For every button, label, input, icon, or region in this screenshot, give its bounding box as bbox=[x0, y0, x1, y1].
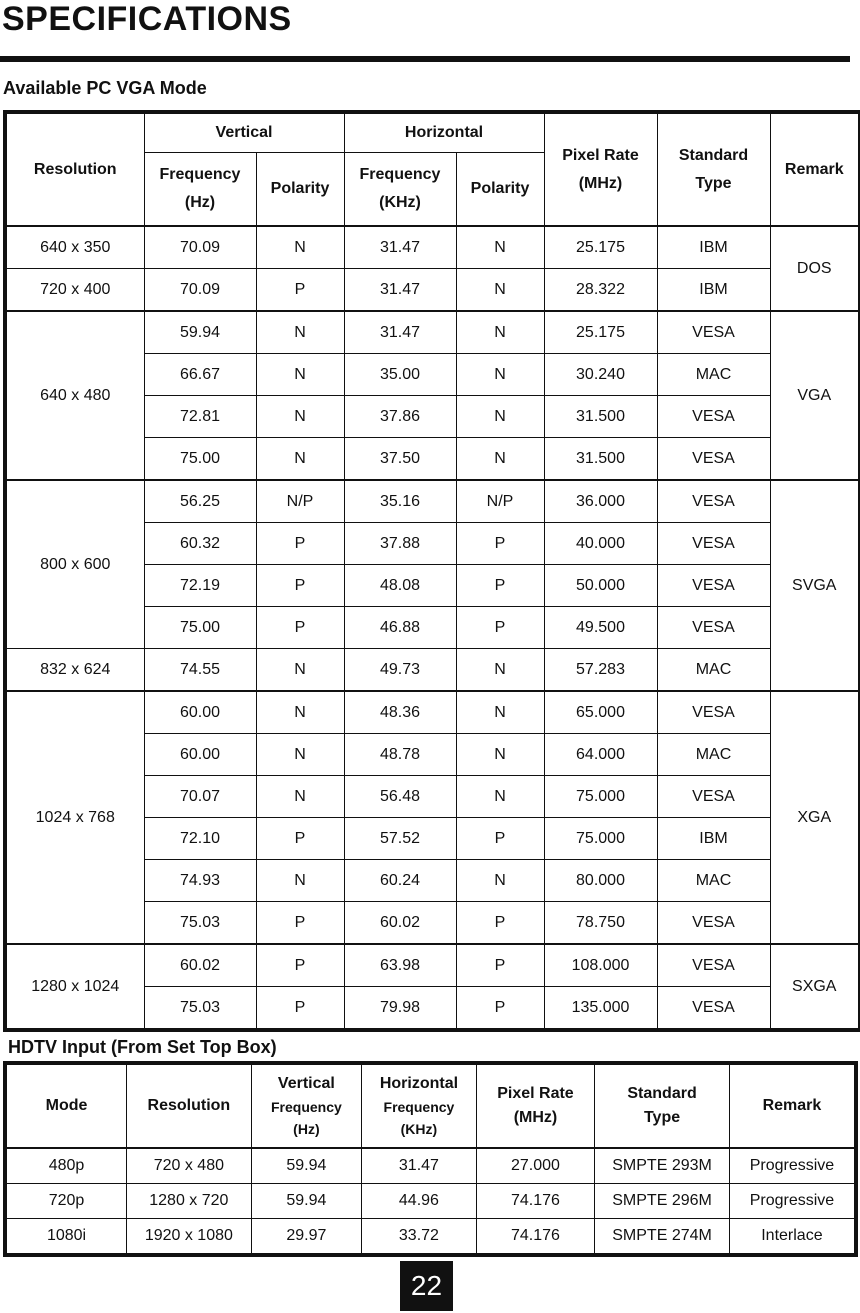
cell-pixel-rate: 75.000 bbox=[544, 776, 657, 818]
table-row bbox=[5, 1219, 856, 1256]
cell-v-frequency: 59.94 bbox=[144, 311, 256, 354]
cell-v-polarity: N bbox=[256, 860, 344, 902]
cell-v-polarity: N bbox=[256, 311, 344, 354]
cell-standard: SMPTE 274M bbox=[595, 1219, 730, 1256]
cell-pixel-rate: 31.500 bbox=[544, 438, 657, 481]
cell-h-frequency: 49.73 bbox=[344, 649, 456, 692]
cell-h-polarity: N/P bbox=[456, 480, 544, 523]
cell-v-polarity: P bbox=[256, 987, 344, 1031]
vga-section-title: Available PC VGA Mode bbox=[3, 78, 207, 98]
cell-v-frequency: 59.94 bbox=[251, 1148, 362, 1184]
cell-h-polarity: P bbox=[456, 902, 544, 945]
cell-remark: DOS bbox=[770, 226, 860, 311]
cell-pixel-rate: 108.000 bbox=[544, 944, 657, 987]
header-horizontal-frequency: Horizontal Frequency (KHz) bbox=[362, 1063, 477, 1148]
table-row bbox=[5, 269, 860, 312]
cell-v-frequency: 59.94 bbox=[251, 1184, 362, 1219]
cell-resolution: 640 x 350 bbox=[5, 226, 144, 269]
cell-h-frequency: 35.00 bbox=[344, 354, 456, 396]
cell-standard: SMPTE 293M bbox=[595, 1148, 730, 1184]
table-row bbox=[5, 1148, 856, 1184]
cell-mode: 1080i bbox=[5, 1219, 127, 1256]
cell-v-frequency: 75.00 bbox=[144, 607, 256, 649]
cell-h-frequency: 63.98 bbox=[344, 944, 456, 987]
cell-h-polarity: P bbox=[456, 944, 544, 987]
cell-h-polarity: P bbox=[456, 523, 544, 565]
header-h-polarity: Polarity bbox=[456, 153, 544, 227]
cell-standard: VESA bbox=[657, 902, 770, 945]
cell-h-polarity: N bbox=[456, 354, 544, 396]
cell-v-frequency: 70.07 bbox=[144, 776, 256, 818]
cell-remark: Progressive bbox=[729, 1184, 856, 1219]
cell-standard: MAC bbox=[657, 860, 770, 902]
cell-v-frequency: 60.00 bbox=[144, 691, 256, 734]
cell-h-frequency: 37.86 bbox=[344, 396, 456, 438]
header-pixel-rate: Pixel Rate (MHz) bbox=[544, 112, 657, 226]
cell-v-polarity: P bbox=[256, 523, 344, 565]
cell-h-polarity: N bbox=[456, 311, 544, 354]
cell-v-frequency: 60.32 bbox=[144, 523, 256, 565]
cell-h-frequency: 79.98 bbox=[344, 987, 456, 1031]
cell-pixel-rate: 57.283 bbox=[544, 649, 657, 692]
cell-pixel-rate: 80.000 bbox=[544, 860, 657, 902]
cell-pixel-rate: 75.000 bbox=[544, 818, 657, 860]
cell-resolution: 640 x 480 bbox=[5, 311, 144, 480]
cell-h-frequency: 37.50 bbox=[344, 438, 456, 481]
cell-v-polarity: N bbox=[256, 776, 344, 818]
header-remark: Remark bbox=[729, 1063, 856, 1148]
cell-standard: IBM bbox=[657, 269, 770, 312]
header-v-frequency: Frequency (Hz) bbox=[144, 153, 256, 227]
cell-standard: IBM bbox=[657, 226, 770, 269]
cell-standard: MAC bbox=[657, 354, 770, 396]
cell-v-polarity: N bbox=[256, 396, 344, 438]
header-v-polarity: Polarity bbox=[256, 153, 344, 227]
cell-h-frequency: 37.88 bbox=[344, 523, 456, 565]
page-number: 22 bbox=[400, 1261, 453, 1311]
cell-v-polarity: P bbox=[256, 944, 344, 987]
cell-pixel-rate: 25.175 bbox=[544, 311, 657, 354]
table-row bbox=[5, 311, 860, 354]
cell-remark: XGA bbox=[770, 691, 860, 944]
cell-v-polarity: P bbox=[256, 565, 344, 607]
header-remark: Remark bbox=[770, 112, 860, 226]
cell-v-frequency: 29.97 bbox=[251, 1219, 362, 1256]
table-row bbox=[5, 480, 860, 523]
cell-pixel-rate: 25.175 bbox=[544, 226, 657, 269]
cell-v-polarity: N bbox=[256, 649, 344, 692]
cell-v-frequency: 66.67 bbox=[144, 354, 256, 396]
cell-h-frequency: 35.16 bbox=[344, 480, 456, 523]
cell-v-frequency: 72.10 bbox=[144, 818, 256, 860]
cell-resolution: 1024 x 768 bbox=[5, 691, 144, 944]
table-row bbox=[5, 944, 860, 987]
cell-standard: VESA bbox=[657, 523, 770, 565]
cell-pixel-rate: 78.750 bbox=[544, 902, 657, 945]
cell-standard: VESA bbox=[657, 480, 770, 523]
cell-pixel-rate: 27.000 bbox=[476, 1148, 595, 1184]
table-row bbox=[5, 649, 860, 692]
cell-resolution: 720 x 400 bbox=[5, 269, 144, 312]
cell-remark: Interlace bbox=[729, 1219, 856, 1256]
cell-standard: VESA bbox=[657, 944, 770, 987]
cell-h-polarity: P bbox=[456, 607, 544, 649]
cell-v-frequency: 60.00 bbox=[144, 734, 256, 776]
cell-standard: VESA bbox=[657, 691, 770, 734]
cell-standard: VESA bbox=[657, 311, 770, 354]
cell-h-frequency: 48.78 bbox=[344, 734, 456, 776]
title-divider bbox=[0, 56, 850, 62]
cell-pixel-rate: 31.500 bbox=[544, 396, 657, 438]
cell-standard: VESA bbox=[657, 565, 770, 607]
cell-standard: SMPTE 296M bbox=[595, 1184, 730, 1219]
cell-standard: IBM bbox=[657, 818, 770, 860]
cell-v-polarity: P bbox=[256, 269, 344, 312]
header-resolution: Resolution bbox=[5, 112, 144, 226]
cell-remark: SXGA bbox=[770, 944, 860, 1030]
cell-v-polarity: N bbox=[256, 691, 344, 734]
cell-remark: VGA bbox=[770, 311, 860, 480]
cell-h-polarity: N bbox=[456, 396, 544, 438]
cell-standard: MAC bbox=[657, 649, 770, 692]
cell-pixel-rate: 30.240 bbox=[544, 354, 657, 396]
cell-pixel-rate: 50.000 bbox=[544, 565, 657, 607]
table-row bbox=[5, 691, 860, 734]
cell-h-frequency: 60.02 bbox=[344, 902, 456, 945]
cell-pixel-rate: 74.176 bbox=[476, 1219, 595, 1256]
header-pixel-rate: Pixel Rate (MHz) bbox=[476, 1063, 595, 1148]
header-h-frequency: Frequency (KHz) bbox=[344, 153, 456, 227]
cell-v-frequency: 72.19 bbox=[144, 565, 256, 607]
table-row bbox=[5, 226, 860, 269]
cell-standard: MAC bbox=[657, 734, 770, 776]
cell-h-frequency: 33.72 bbox=[362, 1219, 477, 1256]
cell-h-polarity: N bbox=[456, 649, 544, 692]
cell-resolution: 1280 x 720 bbox=[127, 1184, 252, 1219]
header-vertical-frequency: Vertical Frequency (Hz) bbox=[251, 1063, 362, 1148]
cell-v-frequency: 72.81 bbox=[144, 396, 256, 438]
cell-pixel-rate: 36.000 bbox=[544, 480, 657, 523]
cell-v-frequency: 75.03 bbox=[144, 902, 256, 945]
cell-h-polarity: N bbox=[456, 734, 544, 776]
cell-h-polarity: N bbox=[456, 438, 544, 481]
cell-v-frequency: 60.02 bbox=[144, 944, 256, 987]
cell-standard: VESA bbox=[657, 396, 770, 438]
cell-pixel-rate: 40.000 bbox=[544, 523, 657, 565]
cell-h-frequency: 46.88 bbox=[344, 607, 456, 649]
cell-v-frequency: 74.93 bbox=[144, 860, 256, 902]
cell-h-frequency: 31.47 bbox=[344, 226, 456, 269]
cell-h-polarity: P bbox=[456, 987, 544, 1031]
cell-v-polarity: N bbox=[256, 354, 344, 396]
cell-v-polarity: N/P bbox=[256, 480, 344, 523]
cell-standard: VESA bbox=[657, 438, 770, 481]
cell-h-polarity: N bbox=[456, 860, 544, 902]
cell-resolution: 720 x 480 bbox=[127, 1148, 252, 1184]
cell-pixel-rate: 74.176 bbox=[476, 1184, 595, 1219]
cell-h-polarity: N bbox=[456, 226, 544, 269]
cell-standard: VESA bbox=[657, 776, 770, 818]
cell-v-frequency: 56.25 bbox=[144, 480, 256, 523]
cell-resolution: 832 x 624 bbox=[5, 649, 144, 692]
header-horizontal: Horizontal bbox=[344, 112, 544, 153]
cell-h-polarity: N bbox=[456, 269, 544, 312]
cell-h-frequency: 31.47 bbox=[362, 1148, 477, 1184]
cell-v-frequency: 75.00 bbox=[144, 438, 256, 481]
cell-remark: Progressive bbox=[729, 1148, 856, 1184]
hdtv-section-title: HDTV Input (From Set Top Box) bbox=[8, 1037, 277, 1057]
cell-resolution: 1280 x 1024 bbox=[5, 944, 144, 1030]
cell-pixel-rate: 28.322 bbox=[544, 269, 657, 312]
vga-mode-table bbox=[3, 110, 860, 1032]
cell-h-polarity: N bbox=[456, 776, 544, 818]
cell-h-polarity: P bbox=[456, 818, 544, 860]
cell-remark: SVGA bbox=[770, 480, 860, 691]
cell-v-polarity: N bbox=[256, 734, 344, 776]
cell-h-frequency: 57.52 bbox=[344, 818, 456, 860]
cell-h-frequency: 48.08 bbox=[344, 565, 456, 607]
cell-v-frequency: 70.09 bbox=[144, 226, 256, 269]
cell-v-frequency: 70.09 bbox=[144, 269, 256, 312]
cell-h-frequency: 48.36 bbox=[344, 691, 456, 734]
cell-h-frequency: 31.47 bbox=[344, 311, 456, 354]
cell-standard: VESA bbox=[657, 987, 770, 1031]
cell-pixel-rate: 65.000 bbox=[544, 691, 657, 734]
cell-h-frequency: 31.47 bbox=[344, 269, 456, 312]
cell-standard: VESA bbox=[657, 607, 770, 649]
hdtv-input-table bbox=[3, 1061, 858, 1257]
header-standard-type: Standard Type bbox=[657, 112, 770, 226]
cell-h-frequency: 60.24 bbox=[344, 860, 456, 902]
cell-h-frequency: 44.96 bbox=[362, 1184, 477, 1219]
header-mode: Mode bbox=[5, 1063, 127, 1148]
cell-v-frequency: 75.03 bbox=[144, 987, 256, 1031]
cell-v-polarity: P bbox=[256, 902, 344, 945]
cell-h-polarity: P bbox=[456, 565, 544, 607]
cell-v-polarity: P bbox=[256, 818, 344, 860]
cell-h-frequency: 56.48 bbox=[344, 776, 456, 818]
header-resolution: Resolution bbox=[127, 1063, 252, 1148]
header-standard-type: Standard Type bbox=[595, 1063, 730, 1148]
cell-resolution: 1920 x 1080 bbox=[127, 1219, 252, 1256]
cell-pixel-rate: 49.500 bbox=[544, 607, 657, 649]
cell-mode: 720p bbox=[5, 1184, 127, 1219]
cell-v-frequency: 74.55 bbox=[144, 649, 256, 692]
page-title: SPECIFICATIONS bbox=[2, 0, 292, 38]
cell-pixel-rate: 135.000 bbox=[544, 987, 657, 1031]
cell-v-polarity: N bbox=[256, 438, 344, 481]
header-vertical: Vertical bbox=[144, 112, 344, 153]
cell-v-polarity: N bbox=[256, 226, 344, 269]
cell-resolution: 800 x 600 bbox=[5, 480, 144, 649]
cell-pixel-rate: 64.000 bbox=[544, 734, 657, 776]
table-row bbox=[5, 1184, 856, 1219]
cell-mode: 480p bbox=[5, 1148, 127, 1184]
cell-h-polarity: N bbox=[456, 691, 544, 734]
cell-v-polarity: P bbox=[256, 607, 344, 649]
